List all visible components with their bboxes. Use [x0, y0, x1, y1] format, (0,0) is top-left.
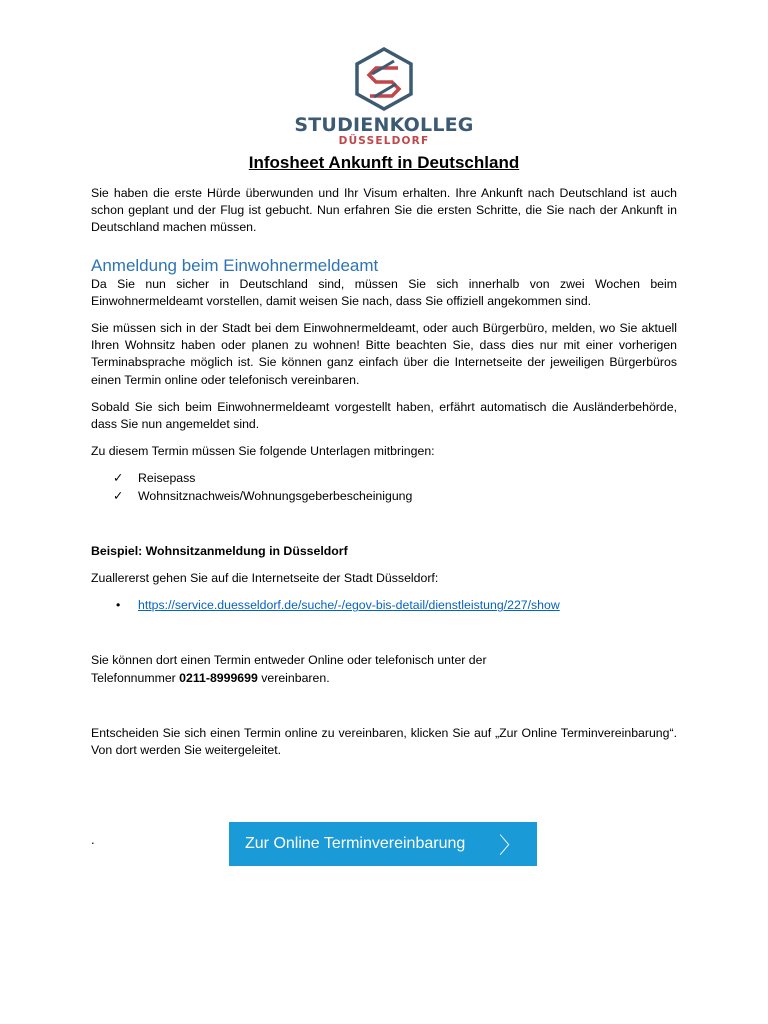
phone-number: 0211-8999699	[179, 670, 258, 685]
bullet-icon: •	[116, 598, 121, 613]
link-list	[91, 597, 677, 614]
page-title: Infosheet Ankunft in Deutschland	[248, 153, 520, 172]
studienkolleg-logo	[0, 47, 768, 147]
online-appointment-button-label: Zur Online Terminvereinbarung	[245, 835, 466, 852]
document-body	[91, 185, 677, 759]
section-paragraph-3: Sobald Sie sich beim Einwohnermeldeamt vorgestellt haben, erfährt automatisch die Ausländerbehörde, dass Sie nun angemeldet sind.	[91, 399, 677, 432]
section-paragraph-4: Zu diesem Termin müssen Sie folgende Unterlagen mitbringen:	[91, 444, 435, 459]
section-paragraph-2: Sie müssen sich in der Stadt bei dem Einwohnermeldeamt, oder auch Bürgerbüro, melden, wo Sie aktuell Ihren Wohnsitz haben oder planen zu wohnen! Bitte beachten Sie, dass dies nur mit einer vorherigen Terminabsprache möglich ist. Sie können ganz einfach über die Internetseite der jeweiligen Bürgerbüros einen Termin online oder telefonisch vereinbaren.	[91, 321, 677, 387]
list-item	[91, 488, 677, 505]
example-paragraph-2	[91, 652, 677, 686]
example-paragraph-3: Entscheiden Sie sich einen Termin online zu vereinbaren, klicken Sie auf „Zur Online Terminvereinbarung“. Von dort werden Sie weitergeleitet.	[91, 725, 677, 758]
phone-text-prefix: Telefonnummer	[91, 670, 180, 685]
checklist-item-label: Reisepass	[138, 471, 196, 486]
list-item	[91, 470, 677, 487]
intro-paragraph: Sie haben die erste Hürde überwunden und Ihr Visum erhalten. Ihre Ankunft nach Deutschland ist auch schon geplant und der Flug ist gebucht. Nun erfahren Sie die ersten Schritte, die Sie nach der Ankunft in Deutschland machen müssen.	[91, 186, 677, 235]
section-paragraph-1: Da Sie nun sicher in Deutschland sind, müssen Sie sich innerhalb von zwei Wochen beim Einwohnermeldeamt vorstellen, damit weisen Sie nach, dass Sie offiziell angekommen sind.	[91, 276, 677, 308]
checkmark-icon: ✓	[113, 471, 124, 486]
online-appointment-button[interactable]	[229, 822, 537, 866]
list-item	[91, 597, 677, 614]
document-checklist	[91, 470, 677, 504]
checklist-item-label: Wohnsitznachweis/Wohnungsgeberbescheinigung	[138, 488, 413, 503]
checkmark-icon: ✓	[113, 488, 124, 503]
chevron-right-icon: 〉	[498, 832, 521, 858]
stray-period: .	[91, 832, 95, 847]
hexagon-logo-icon	[354, 47, 414, 111]
phone-text-suffix: vereinbaren.	[257, 670, 330, 685]
logo-city: DÜSSELDORF	[338, 135, 430, 147]
example-heading: Beispiel: Wohnsitzanmeldung in Düsseldorf	[91, 543, 348, 558]
logo-name: STUDIENKOLLEG	[294, 114, 474, 136]
example-paragraph-1: Zuallererst gehen Sie auf die Internetseite der Stadt Düsseldorf:	[91, 571, 439, 586]
section-heading: Anmeldung beim Einwohnermeldeamt	[91, 255, 379, 275]
phone-text-line1: Sie können dort einen Termin entweder Online oder telefonisch unter der	[91, 653, 487, 668]
duesseldorf-service-link[interactable]: https://service.duesseldorf.de/suche/-/egov-bis-detail/dienstleistung/227/show	[138, 598, 560, 613]
